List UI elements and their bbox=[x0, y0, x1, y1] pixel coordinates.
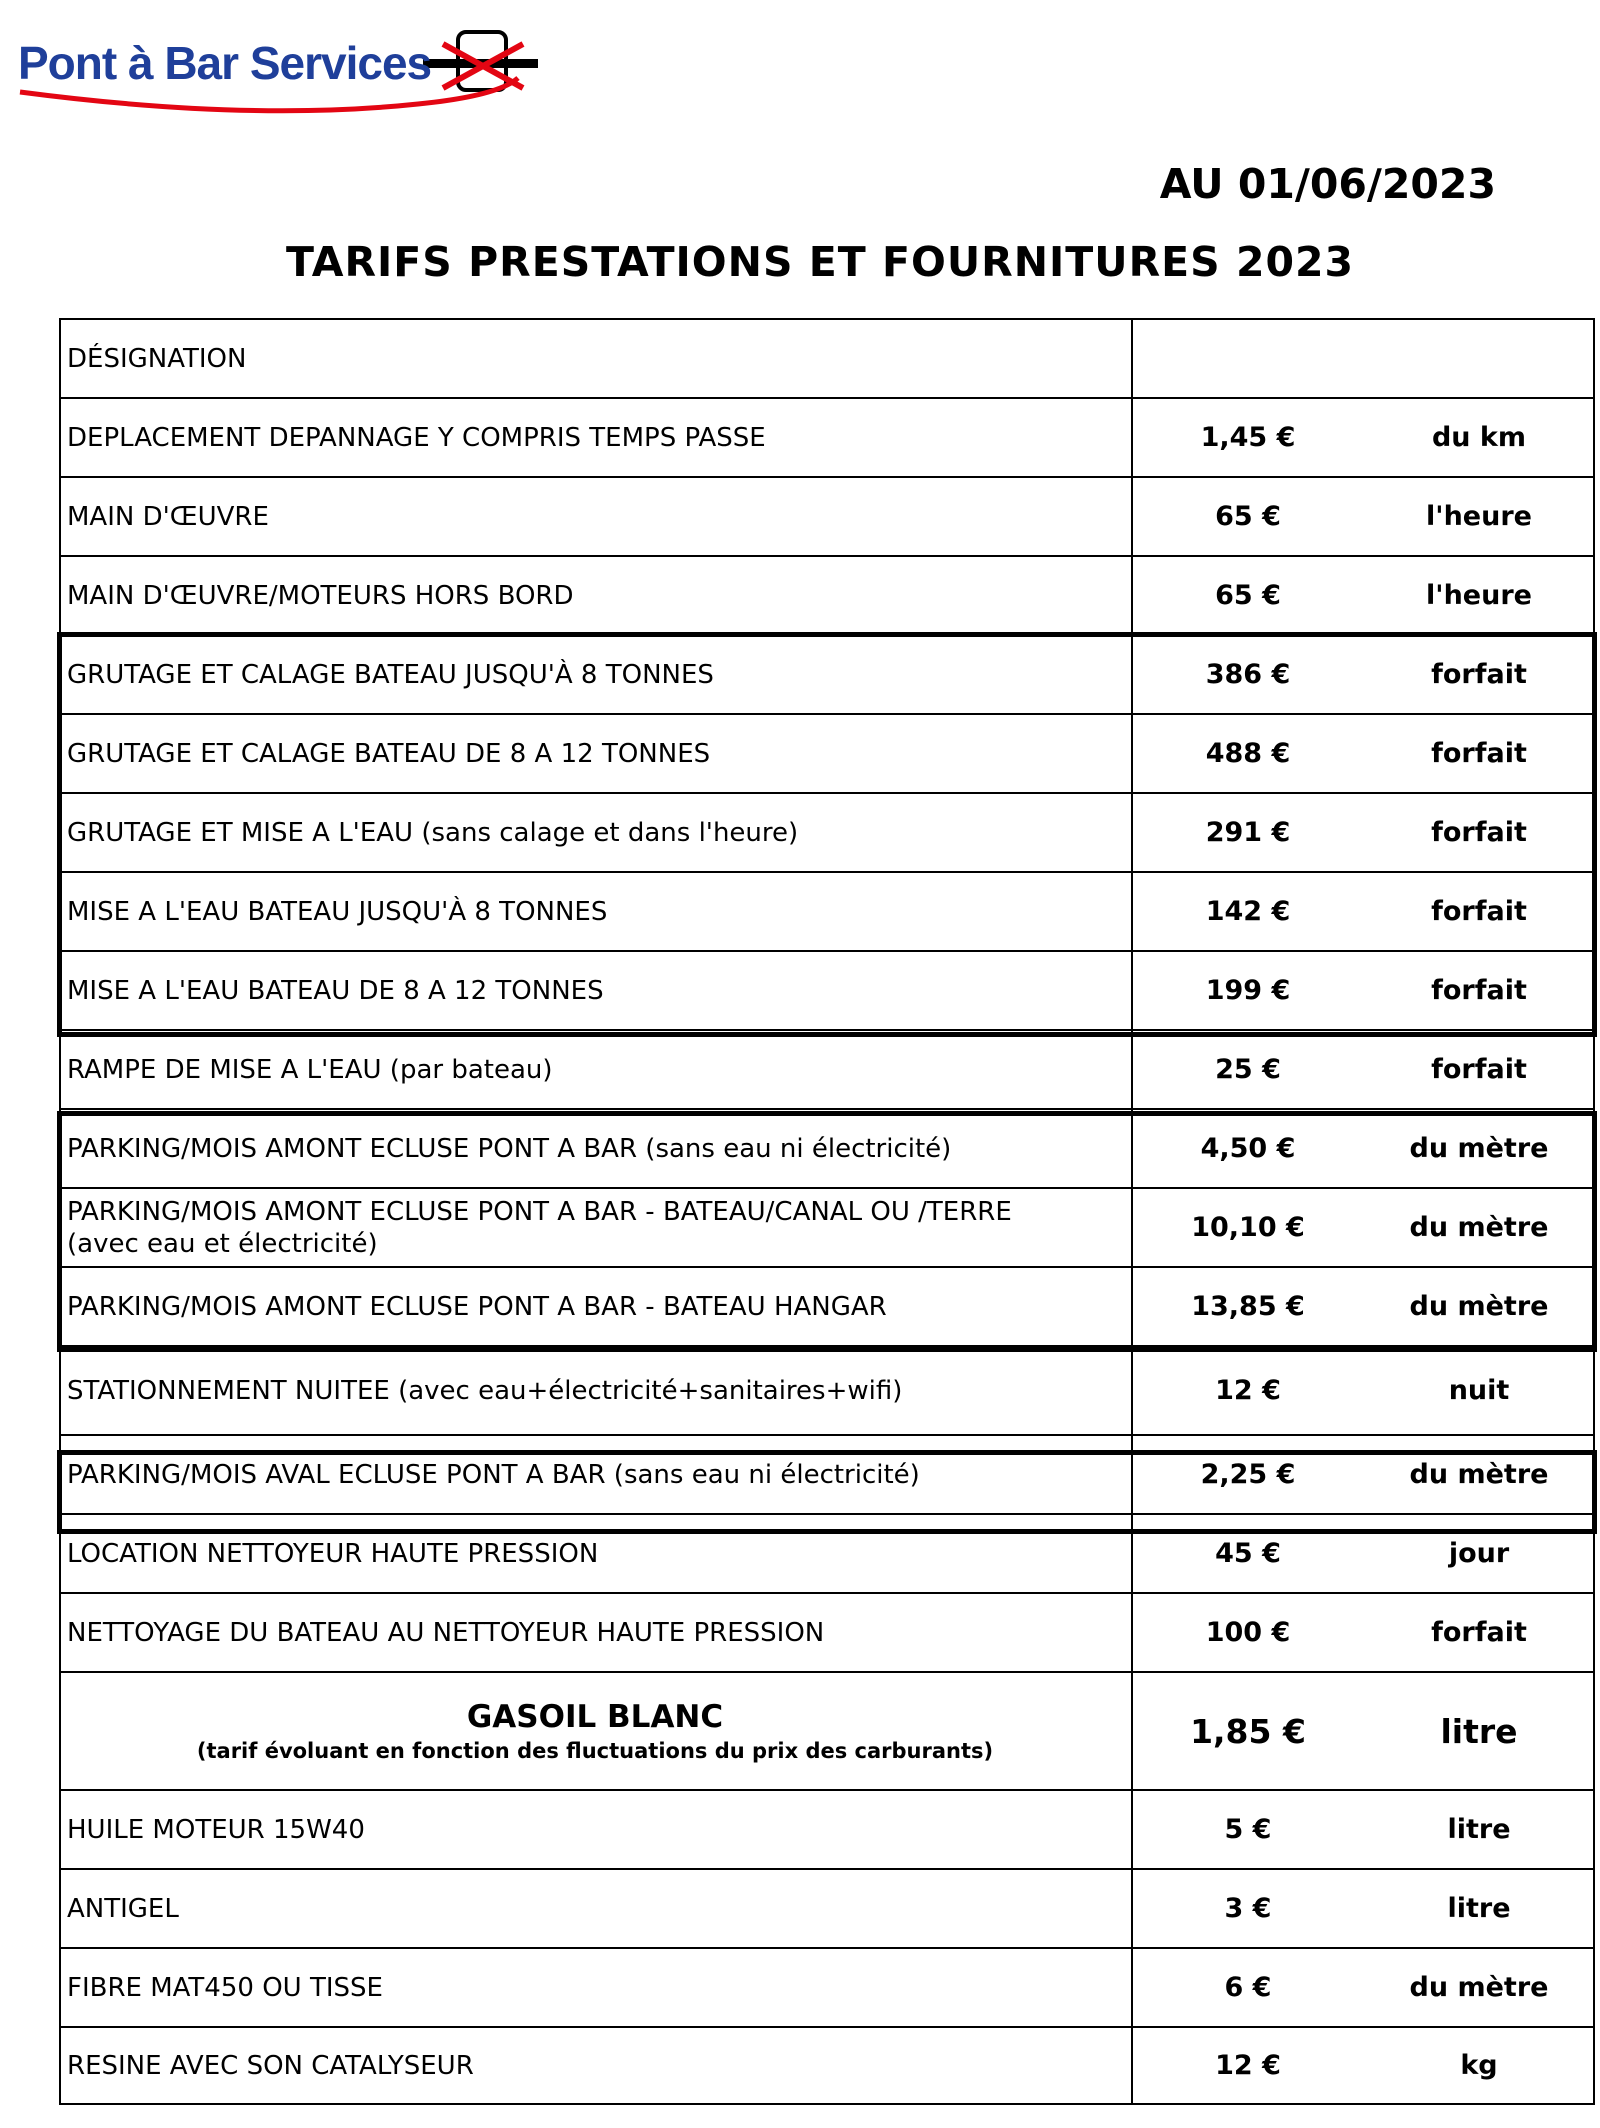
price-cell: 100 € bbox=[1205, 1617, 1291, 1648]
designation-cell: NETTOYAGE DU BATEAU AU NETTOYEUR HAUTE PRESSION bbox=[67, 1617, 825, 1648]
table-row-highlight bbox=[59, 1671, 1595, 1789]
table-row bbox=[59, 950, 1595, 1029]
price-cell: 4,50 € bbox=[1200, 1133, 1296, 1164]
unit-cell: litre bbox=[1440, 1711, 1518, 1751]
unit-header bbox=[1363, 320, 1595, 397]
price-table bbox=[59, 318, 1595, 2105]
designation-cell: MISE A L'EAU BATEAU JUSQU'À 8 TONNES bbox=[67, 896, 608, 927]
logo-text: Pont à Bar Services bbox=[18, 37, 432, 89]
price-cell: 25 € bbox=[1215, 1054, 1281, 1085]
table-row bbox=[59, 476, 1595, 555]
unit-cell: jour bbox=[1448, 1538, 1510, 1569]
price-cell: 13,85 € bbox=[1191, 1291, 1305, 1322]
designation-cell: PARKING/MOIS AMONT ECLUSE PONT A BAR (sans eau ni électricité) bbox=[67, 1133, 952, 1164]
unit-cell: du km bbox=[1431, 422, 1527, 453]
designation-cell: RAMPE DE MISE A L'EAU (par bateau) bbox=[67, 1054, 553, 1085]
unit-cell: kg bbox=[1460, 2050, 1498, 2081]
price-cell: 386 € bbox=[1205, 659, 1291, 690]
table-row bbox=[59, 2026, 1595, 2105]
designation-cell: STATIONNEMENT NUITEE (avec eau+électricité+sanitaires+wifi) bbox=[67, 1375, 903, 1406]
designation-cell: MAIN D'ŒUVRE bbox=[67, 501, 269, 532]
price-header bbox=[1133, 320, 1363, 397]
designation-cell bbox=[67, 1189, 1127, 1266]
designation-cell: MAIN D'ŒUVRE/MOTEURS HORS BORD bbox=[67, 580, 574, 611]
price-cell: 12 € bbox=[1215, 1375, 1281, 1406]
price-cell: 3 € bbox=[1224, 1893, 1272, 1924]
designation-cell: FIBRE MAT450 OU TISSE bbox=[67, 1972, 383, 2003]
table-row bbox=[59, 1345, 1595, 1434]
price-cell: 65 € bbox=[1215, 580, 1281, 611]
designation-cell: GRUTAGE ET MISE A L'EAU (sans calage et dans l'heure) bbox=[67, 817, 799, 848]
table-row bbox=[59, 1513, 1595, 1592]
table-row bbox=[59, 1868, 1595, 1947]
price-cell: 142 € bbox=[1205, 896, 1291, 927]
table-row bbox=[59, 1947, 1595, 2026]
price-cell: 1,45 € bbox=[1200, 422, 1296, 453]
unit-cell: du mètre bbox=[1409, 1212, 1549, 1243]
unit-cell: forfait bbox=[1431, 896, 1527, 927]
price-cell: 2,25 € bbox=[1200, 1459, 1296, 1490]
price-cell: 12 € bbox=[1215, 2050, 1281, 2081]
table-row bbox=[59, 1592, 1595, 1671]
price-cell: 5 € bbox=[1224, 1814, 1272, 1845]
unit-cell: du mètre bbox=[1409, 1459, 1549, 1490]
unit-cell: forfait bbox=[1431, 659, 1527, 690]
table-row bbox=[59, 1789, 1595, 1868]
price-cell: 488 € bbox=[1205, 738, 1291, 769]
price-cell: 45 € bbox=[1215, 1538, 1281, 1569]
unit-cell: du mètre bbox=[1409, 1291, 1549, 1322]
unit-cell: forfait bbox=[1431, 817, 1527, 848]
designation-cell: DEPLACEMENT DEPANNAGE Y COMPRIS TEMPS PASSE bbox=[67, 422, 766, 453]
unit-cell: nuit bbox=[1448, 1375, 1510, 1406]
unit-cell: litre bbox=[1447, 1893, 1511, 1924]
company-logo bbox=[18, 26, 538, 126]
designation-cell: LOCATION NETTOYEUR HAUTE PRESSION bbox=[67, 1538, 599, 1569]
designation-cell: GRUTAGE ET CALAGE BATEAU JUSQU'À 8 TONNES bbox=[67, 659, 714, 690]
unit-cell: du mètre bbox=[1409, 1133, 1549, 1164]
price-cell: 1,85 € bbox=[1190, 1711, 1306, 1751]
price-cell: 65 € bbox=[1215, 501, 1281, 532]
table-row bbox=[59, 1108, 1595, 1187]
unit-cell: du mètre bbox=[1409, 1972, 1549, 2003]
table-row bbox=[59, 1434, 1595, 1513]
designation-line-2: (avec eau et électricité) bbox=[67, 1228, 378, 1259]
designation-line-1: PARKING/MOIS AMONT ECLUSE PONT A BAR - BATEAU/CANAL OU /TERRE bbox=[67, 1196, 1012, 1227]
price-cell: 10,10 € bbox=[1191, 1212, 1305, 1243]
table-row bbox=[59, 713, 1595, 792]
designation-note: (tarif évoluant en fonction des fluctuations du prix des carburants) bbox=[196, 1739, 994, 1763]
designation-cell: PARKING/MOIS AVAL ECLUSE PONT A BAR (sans eau ni électricité) bbox=[67, 1459, 920, 1490]
unit-cell: forfait bbox=[1431, 975, 1527, 1006]
table-header-row bbox=[59, 318, 1595, 397]
table-row bbox=[59, 1029, 1595, 1108]
designation-cell bbox=[59, 1673, 1131, 1789]
designation-cell: ANTIGEL bbox=[67, 1893, 179, 1924]
designation-header: DÉSIGNATION bbox=[67, 343, 247, 374]
designation-cell: HUILE MOTEUR 15W40 bbox=[67, 1814, 365, 1845]
unit-cell: forfait bbox=[1431, 1617, 1527, 1648]
designation-cell: MISE A L'EAU BATEAU DE 8 A 12 TONNES bbox=[67, 975, 604, 1006]
table-row bbox=[59, 397, 1595, 476]
table-row bbox=[59, 792, 1595, 871]
designation-cell: PARKING/MOIS AMONT ECLUSE PONT A BAR - BATEAU HANGAR bbox=[67, 1291, 887, 1322]
table-row bbox=[59, 555, 1595, 634]
unit-cell: litre bbox=[1447, 1814, 1511, 1845]
designation-main: GASOIL BLANC bbox=[466, 1699, 724, 1735]
unit-cell: forfait bbox=[1431, 1054, 1527, 1085]
price-cell: 291 € bbox=[1205, 817, 1291, 848]
table-row bbox=[59, 1187, 1595, 1266]
table-row bbox=[59, 634, 1595, 713]
page-title: TARIFS PRESTATIONS ET FOURNITURES 2023 bbox=[285, 238, 1355, 286]
price-cell: 199 € bbox=[1205, 975, 1291, 1006]
designation-cell: GRUTAGE ET CALAGE BATEAU DE 8 A 12 TONNES bbox=[67, 738, 711, 769]
table-row bbox=[59, 1266, 1595, 1345]
unit-cell: forfait bbox=[1431, 738, 1527, 769]
designation-cell: RESINE AVEC SON CATALYSEUR bbox=[67, 2050, 474, 2081]
table-row bbox=[59, 871, 1595, 950]
effective-date: AU 01/06/2023 bbox=[1159, 160, 1496, 208]
price-cell: 6 € bbox=[1224, 1972, 1272, 2003]
unit-cell: l'heure bbox=[1426, 501, 1532, 532]
unit-cell: l'heure bbox=[1426, 580, 1532, 611]
